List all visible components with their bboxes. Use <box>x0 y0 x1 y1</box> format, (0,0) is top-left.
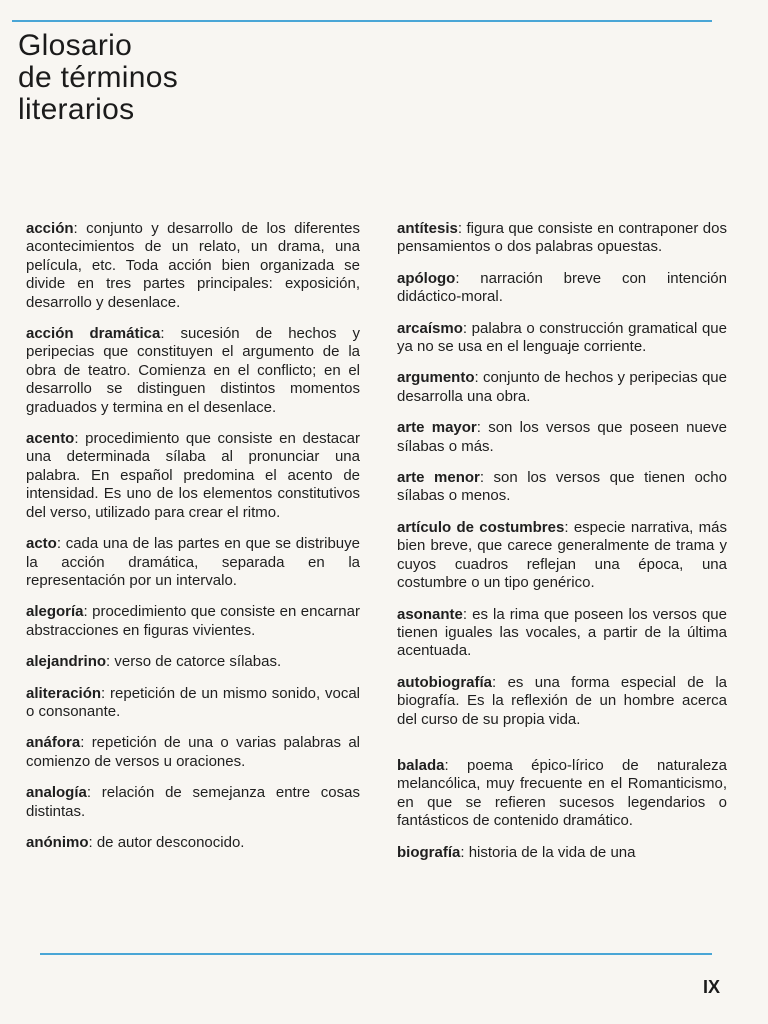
glossary-definition: procedimiento que consiste en destacar una determinada sílaba al pronunciar una palabra. En español predomina el acento de intensidad. Es uno de los elementos constitutivos del verso, utilizado para crear el ritmo. <box>26 430 360 521</box>
glossary-entry: alegoría: procedimiento que consiste en encarnar abstracciones en figuras vivientes. <box>26 603 360 639</box>
glossary-definition: especie narrativa, más bien breve, que carece generalmente de trama y cuyos cuadros reflejan una época, una costumbre o un tipo genérico. <box>397 518 727 592</box>
glossary-definition: conjunto de hechos y peripecias que desarrolla una obra. <box>397 369 727 405</box>
glossary-entry: acto: cada una de las partes en que se distribuye la acción dramática, separada en la representación por un intervalo. <box>26 535 360 589</box>
glossary-definition: repetición de una o varias palabras al comienzo de versos u oraciones. <box>26 734 360 770</box>
glossary-entry: alejandrino: verso de catorce sílabas. <box>26 653 282 671</box>
glossary-term: acción <box>26 220 74 237</box>
glossary-entry: artículo de costumbres: especie narrativa, más bien breve, que carece generalmente de trama y cuyos cuadros reflejan una época, una costumbre o un tipo genérico. <box>397 518 727 592</box>
glossary-definition: figura que consiste en contraponer dos pensamientos o dos palabras opuestas. <box>397 220 727 256</box>
glossary-entry: acción: conjunto y desarrollo de los diferentes acontecimientos de un relato, un drama, una película, etc. Toda acción bien organizada se divide en tres partes principales: exposición, desarrollo y desenlace. <box>26 220 360 311</box>
glossary-entry: arte mayor: son los versos que poseen nueve sílabas o más. <box>397 419 727 455</box>
glossary-term: artículo de costumbres <box>397 518 565 536</box>
glossary-entry: arcaísmo: palabra o construcción gramatical que ya no se usa en el lenguaje corriente. <box>397 319 727 356</box>
glossary-term: aliteración <box>26 684 102 702</box>
glossary-entry: balada: poema épico-lírico de naturaleza melancólica, muy frecuente en el Romanticismo, en que se refieren sucesos legendarios o fantásticos de contenido dramático. <box>397 756 727 830</box>
glossary-term: anónimo <box>26 833 89 851</box>
glossary-term: balada <box>397 756 445 774</box>
glossary-term: acento <box>26 430 75 448</box>
glossary-definition: palabra o construcción gramatical que ya no se usa en el lenguaje corriente. <box>397 319 727 356</box>
glossary-term: arcaísmo <box>397 319 463 337</box>
glossary-term: apólogo <box>397 269 456 287</box>
glossary-definition: relación de semejanza entre cosas distintas. <box>26 784 360 820</box>
glossary-entry: acción dramática: sucesión de hechos y peripecias que constituyen el argumento de la obra de teatro. Comienza en el conflicto; en el desarrollo se distinguen distintos momentos graduados y termina en el desenlace. <box>26 325 360 416</box>
glossary-entry: apólogo: narración breve con intención didáctico-moral. <box>397 269 727 306</box>
page-number: IX <box>702 977 720 997</box>
glossary-entry: arte menor: son los versos que tienen ocho sílabas o menos. <box>397 469 727 505</box>
glossary-definition: historia de la vida de una <box>468 843 636 861</box>
glossary-term: analogía <box>26 784 87 802</box>
top-divider <box>12 20 712 22</box>
bottom-divider <box>40 953 712 955</box>
glossary-entry: autobiografía: es una forma especial de la biografía. Es la reflexión de un hombre acerca del curso de su propia vida. <box>397 673 727 728</box>
glossary-definition: cada una de las partes en que se distribuye la acción dramática, separada en la representación por un intervalo. <box>26 535 360 589</box>
glossary-definition: son los versos que tienen ocho sílabas o menos. <box>397 469 727 505</box>
glossary-entry: asonante: es la rima que poseen los versos que tienen iguales las vocales, a partir de la última acentuada. <box>397 605 727 660</box>
glossary-definition: son los versos que poseen nueve sílabas o más. <box>397 419 727 455</box>
glossary-term: antítesis <box>397 220 458 237</box>
glossary-definition: conjunto y desarrollo de los diferentes acontecimientos de un relato, un drama, una película, etc. Toda acción bien organizada se divide en tres partes principales: exposición, desarrollo y desenlace. <box>26 220 360 311</box>
glossary-term: arte menor <box>397 469 480 487</box>
glossary-definition: procedimiento que consiste en encarnar abstracciones en figuras vivientes. <box>26 603 360 639</box>
glossary-entry: acento: procedimiento que consiste en destacar una determinada sílaba al pronunciar una palabra. En español predomina el acento de intensidad. Es uno de los elementos constitutivos del verso, utilizado para crear el ritmo. <box>26 430 360 521</box>
page-title: Glosario de términos literarios <box>18 29 179 126</box>
glossary-entry: argumento: conjunto de hechos y peripecias que desarrolla una obra. <box>397 369 727 405</box>
glossary-term: autobiografía <box>397 673 493 691</box>
glossary-term: acción dramática <box>26 325 161 343</box>
glossary-term: biografía <box>397 843 461 861</box>
glossary-term: anáfora <box>26 734 81 752</box>
glossary-definition: de autor desconocido. <box>96 833 245 851</box>
glossary-entry: anáfora: repetición de una o varias palabras al comienzo de versos u oraciones. <box>26 734 360 770</box>
glossary-definition: verso de catorce sílabas. <box>114 653 282 671</box>
glossary-definition: es la rima que poseen los versos que tienen iguales las vocales, a partir de la última acentuada. <box>397 605 727 660</box>
glossary-term: argumento <box>397 369 475 387</box>
glossary-definition: repetición de un mismo sonido, vocal o consonante. <box>26 684 361 720</box>
glossary-term: alegoría <box>26 603 84 621</box>
glossary-definition: narración breve con intención didáctico-moral. <box>397 269 727 306</box>
glossary-term: arte mayor <box>397 419 477 437</box>
glossary-definition: poema épico-lírico de naturaleza melancólica, muy frecuente en el Romanticismo, en que se refieren sucesos legendarios o fantásticos de contenido dramático. <box>397 756 727 830</box>
glossary-definition: sucesión de hechos y peripecias que constituyen el argumento de la obra de teatro. Comienza en el conflicto; en el desarrollo se distinguen distintos momentos graduados y termina en el desenlace. <box>26 325 360 416</box>
glossary-definition: es una forma especial de la biografía. Es la reflexión de un hombre acerca del curso de su propia vida. <box>397 673 727 728</box>
glossary-entry: biografía: historia de la vida de una <box>397 843 636 861</box>
glossary-entry: aliteración: repetición de un mismo sonido, vocal o consonante. <box>26 684 361 720</box>
glossary-term: asonante <box>397 605 463 623</box>
glossary-right-column <box>397 220 727 875</box>
glossary-left-column <box>26 220 360 865</box>
glossary-entry: analogía: relación de semejanza entre cosas distintas. <box>26 784 360 820</box>
glossary-entry: antítesis: figura que consiste en contraponer dos pensamientos o dos palabras opuestas. <box>397 220 727 256</box>
glossary-entry: anónimo: de autor desconocido. <box>26 833 245 851</box>
glossary-term: alejandrino <box>26 653 107 671</box>
glossary-term: acto <box>26 535 57 553</box>
